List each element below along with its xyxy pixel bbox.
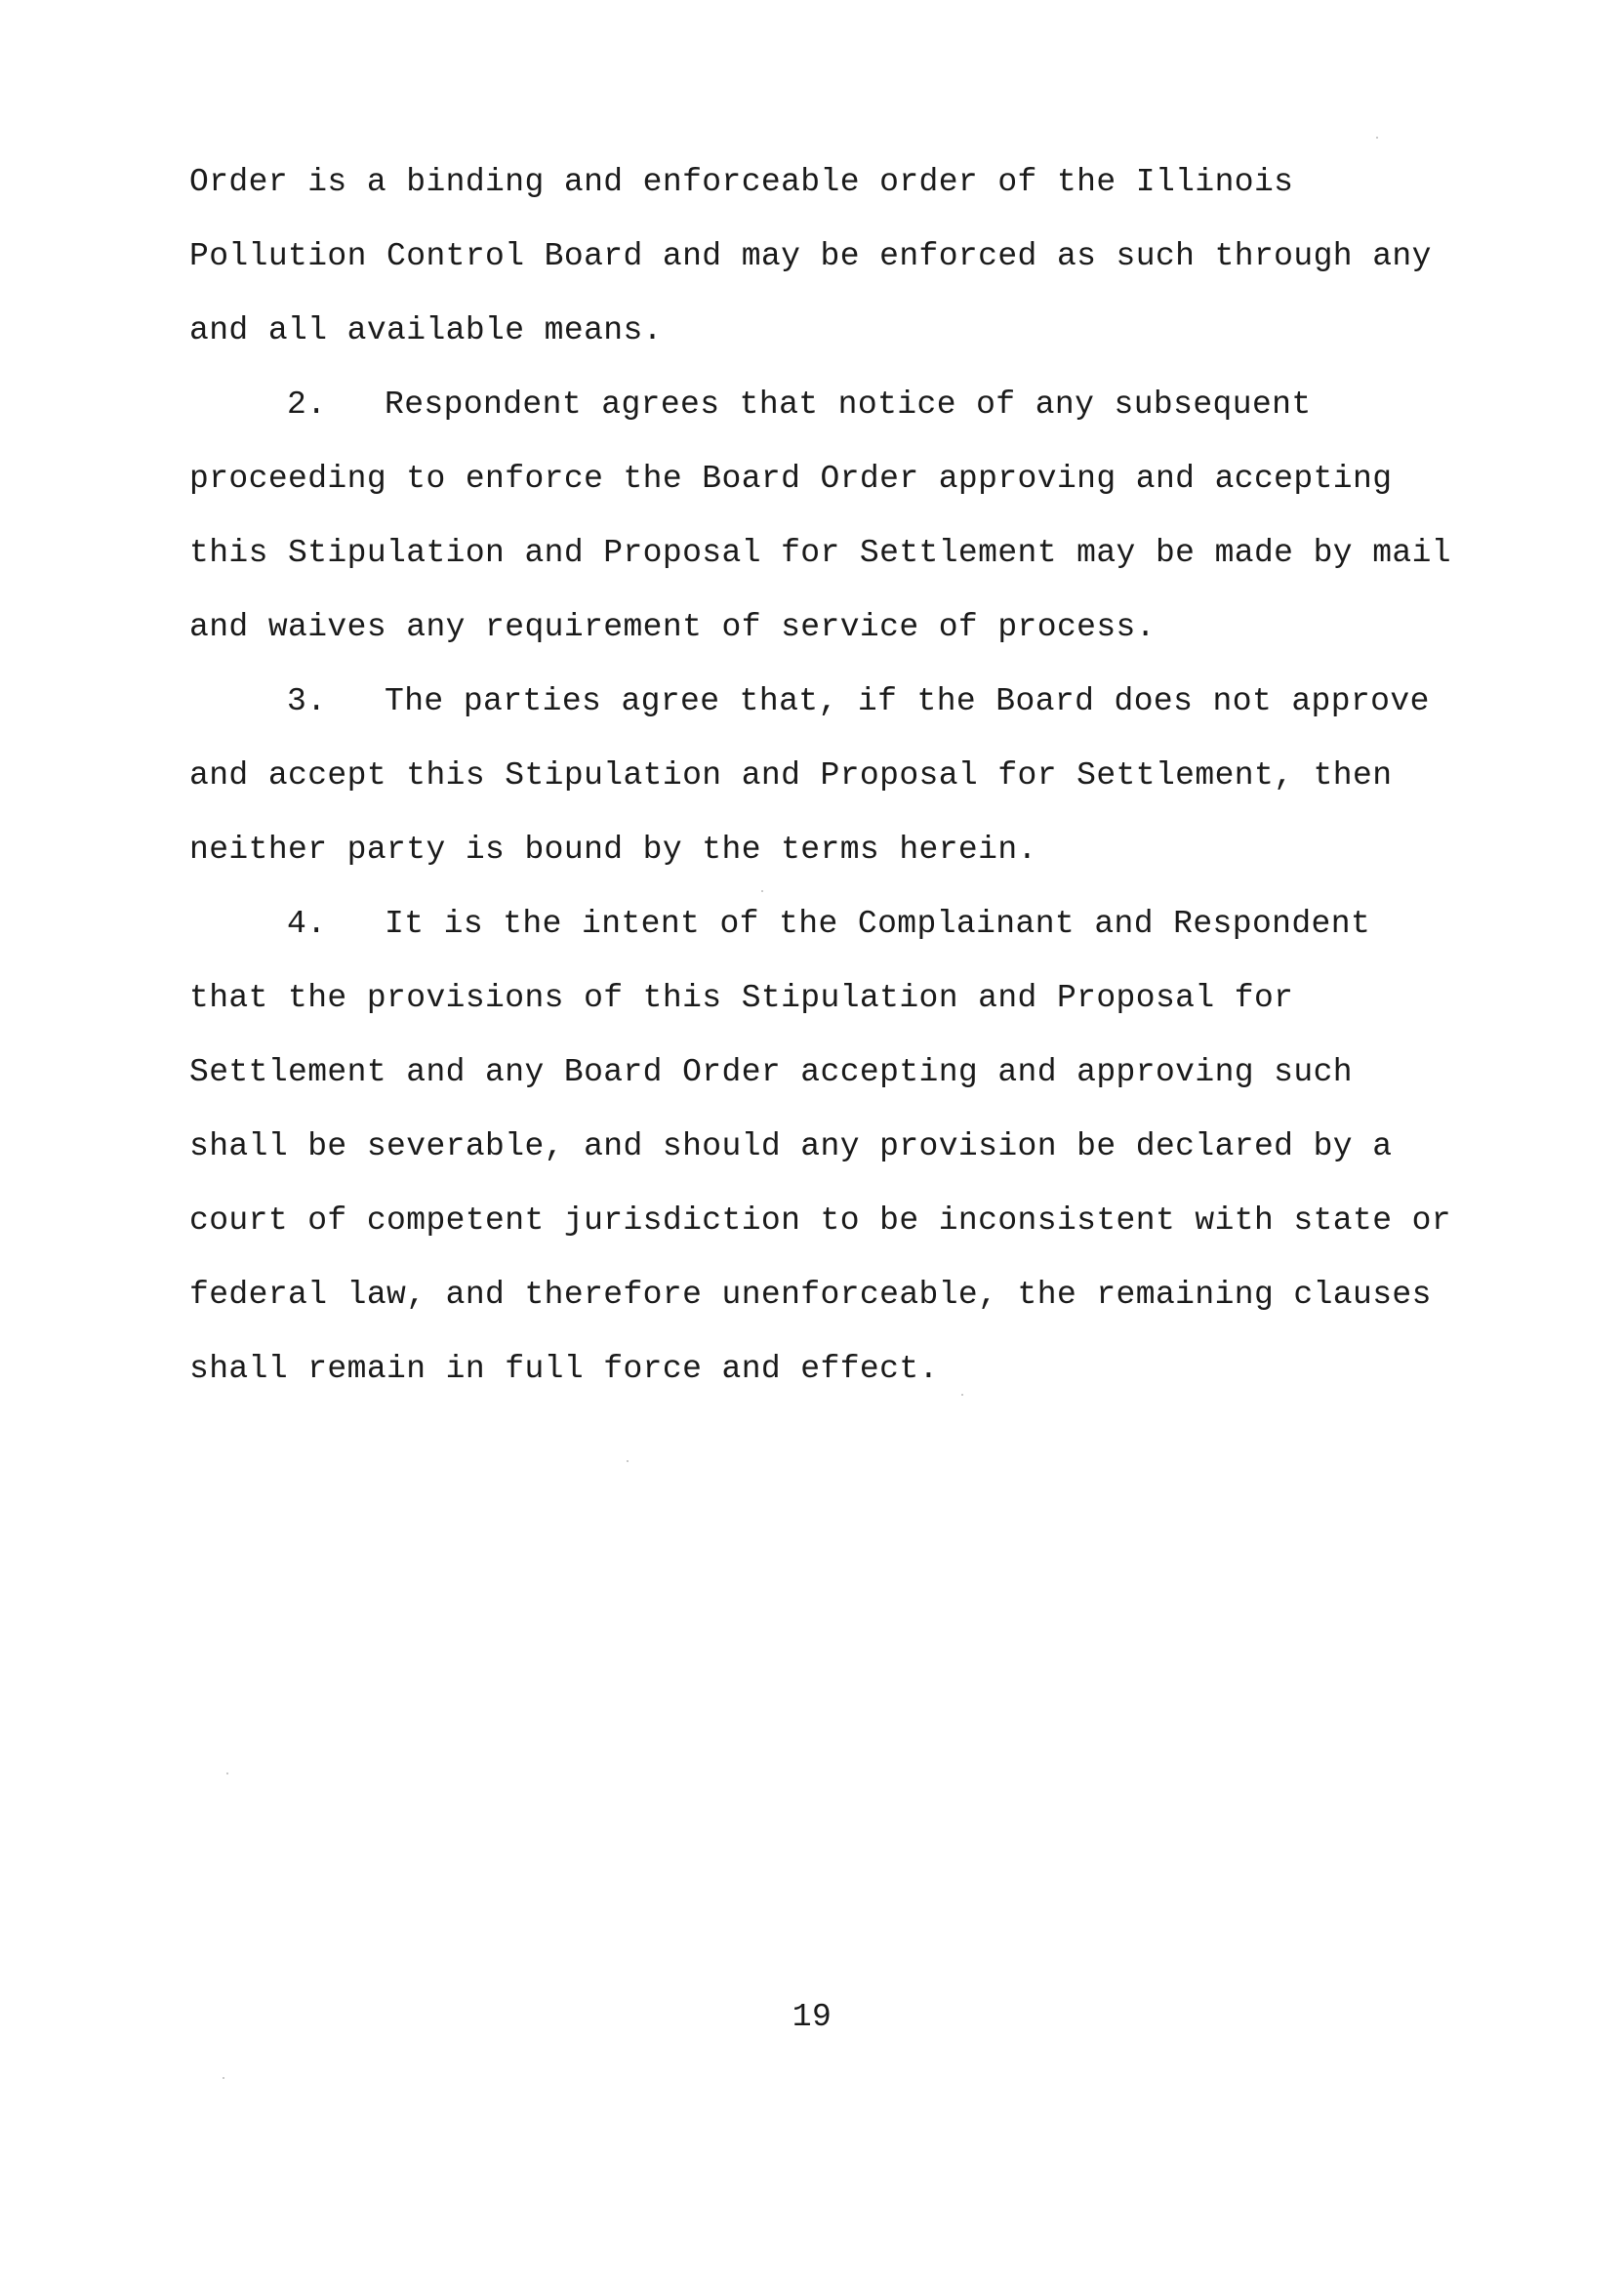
scan-speck (226, 1773, 228, 1774)
paragraph-1-line: and all available means. (189, 312, 663, 348)
paragraph-1-line: Order is a binding and enforceable order of the Illinois (189, 164, 1294, 200)
paragraph-2-line: Respondent agrees that notice of any subsequent (385, 387, 1312, 423)
paragraph-4-line: shall remain in full force and effect. (189, 1351, 939, 1387)
paragraph-2-line: this Stipulation and Proposal for Settlement may be made by mail (189, 535, 1452, 571)
paragraph-2-line: proceeding to enforce the Board Order approving and accepting (189, 461, 1393, 497)
paragraph-3-number: 3. (287, 683, 327, 719)
document-body (189, 160, 1478, 1421)
paragraph-4-line: It is the intent of the Complainant and Respondent (385, 906, 1371, 942)
paragraph-3-line: neither party is bound by the terms herein. (189, 832, 1037, 868)
paragraph-3-line: and accept this Stipulation and Proposal for Settlement, then (189, 757, 1393, 794)
page-number: 19 (792, 1999, 832, 2035)
paragraph-3-first-line (189, 679, 1478, 754)
paragraph-4-line: court of competent jurisdiction to be inconsistent with state or (189, 1202, 1452, 1239)
paragraph-2-line: and waives any requirement of service of process. (189, 609, 1156, 645)
paragraph-4-number: 4. (287, 906, 327, 942)
scan-speck (961, 1394, 963, 1396)
paragraph-2-number: 2. (287, 387, 327, 423)
paragraph-1-line: Pollution Control Board and may be enforced as such through any (189, 238, 1432, 274)
paragraph-4-line: that the provisions of this Stipulation and Proposal for (189, 980, 1294, 1016)
paragraph-4-line: federal law, and therefore unenforceable, the remaining clauses (189, 1277, 1432, 1313)
paragraph-4-line: shall be severable, and should any provision be declared by a (189, 1128, 1393, 1164)
scan-speck (223, 2077, 224, 2079)
scan-speck (1376, 137, 1378, 139)
scan-speck (627, 1460, 629, 1462)
paragraph-4-first-line (189, 902, 1478, 976)
paragraph-4-line: Settlement and any Board Order accepting and approving such (189, 1054, 1353, 1090)
scan-speck (761, 890, 763, 892)
paragraph-2-first-line (189, 383, 1478, 457)
paragraph-3-line: The parties agree that, if the Board does not approve (385, 683, 1430, 719)
